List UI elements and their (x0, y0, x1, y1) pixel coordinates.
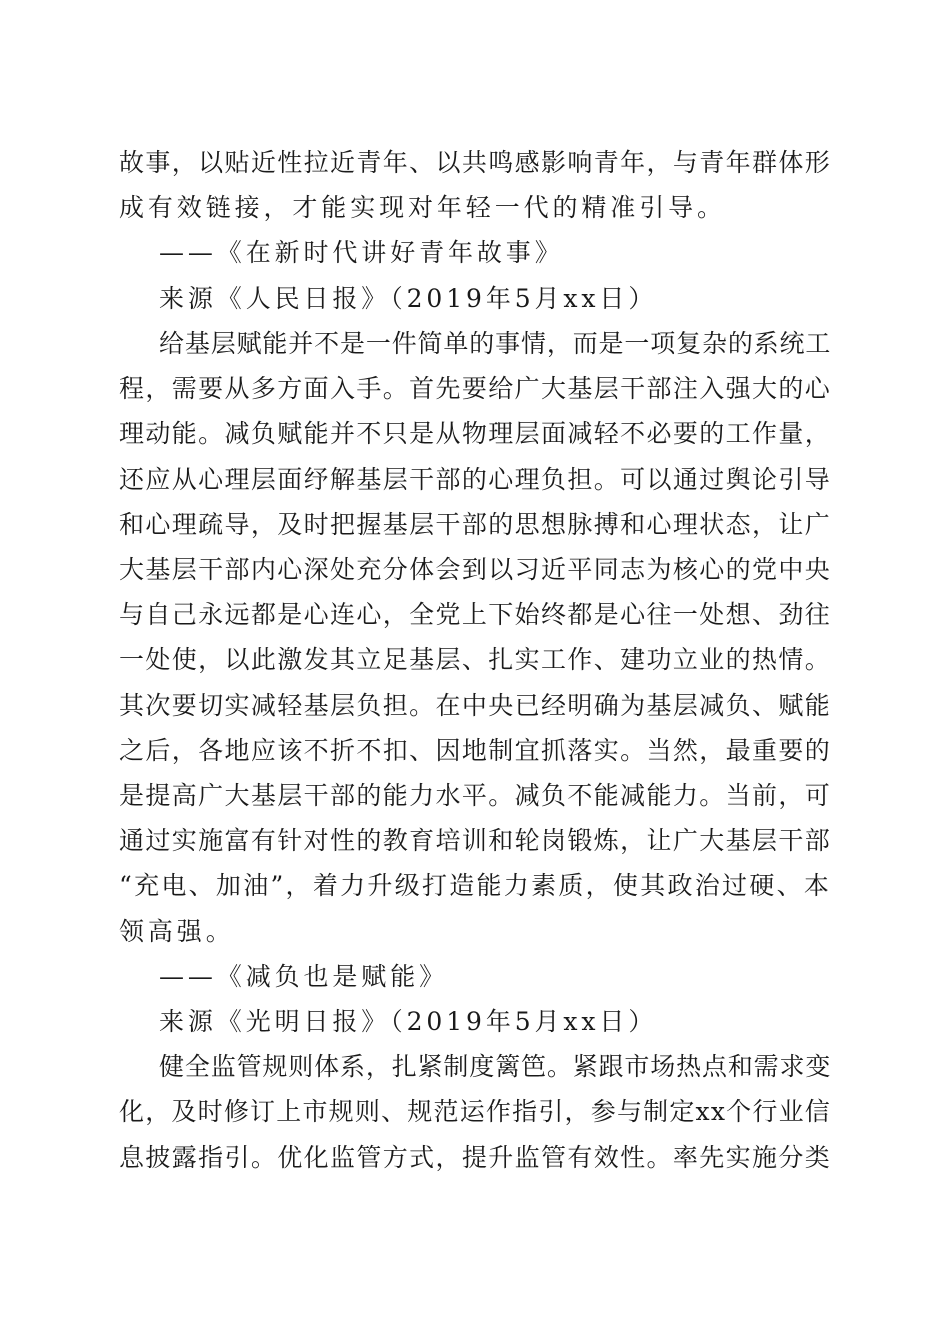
paragraph-line: 与自己永远都是心连心，全党上下始终都是心往一处想、劲往 (119, 600, 831, 629)
paragraph-line: 其次要切实减轻基层负担。在中央已经明确为基层减负、赋能 (119, 691, 831, 720)
paragraph-line: 是提高广大基层干部的能力水平。减负不能减能力。当前，可 (119, 781, 831, 810)
paragraph-line: 成有效链接，才能实现对年轻一代的精准引导。 (119, 193, 726, 222)
paragraph-line: 还应从心理层面纾解基层干部的心理负担。可以通过舆论引导 (119, 465, 831, 494)
paragraph-line: 一处使，以此激发其立足基层、扎实工作、建功立业的热情。 (119, 645, 831, 674)
paragraph-line: 程，需要从多方面入手。首先要给广大基层干部注入强大的心 (119, 374, 831, 403)
article-title: ——《减负也是赋能》 (159, 962, 449, 991)
source-citation: 来源《光明日报》（2019年5月xx日） (159, 1007, 658, 1036)
paragraph-line: “充电、加油”，着力升级打造能力素质，使其政治过硬、本 (119, 871, 831, 900)
paragraph-line: 通过实施富有针对性的教育培训和轮岗锻炼，让广大基层干部 (119, 826, 831, 855)
paragraph-line: 理动能。减负赋能并不只是从物理层面减轻不必要的工作量， (119, 419, 831, 448)
paragraph-line: 和心理疏导，及时把握基层干部的思想脉搏和心理状态，让广 (119, 510, 831, 539)
paragraph-line: 之后，各地应该不折不扣、因地制宜抓落实。当然，最重要的 (119, 736, 831, 765)
source-citation: 来源《人民日报》（2019年5月xx日） (159, 284, 658, 313)
paragraph-line: 化，及时修订上市规则、规范运作指引，参与制定xx个行业信 (119, 1097, 831, 1126)
paragraph-line: 给基层赋能并不是一件简单的事情，而是一项复杂的系统工 (159, 329, 831, 358)
paragraph-line: 领高强。 (119, 917, 235, 946)
paragraph-line: 健全监管规则体系，扎紧制度篱笆。紧跟市场热点和需求变 (159, 1052, 831, 1081)
article-title: ——《在新时代讲好青年故事》 (159, 238, 564, 267)
paragraph-line: 大基层干部内心深处充分体会到以习近平同志为核心的党中央 (119, 555, 831, 584)
paragraph-line: 故事，以贴近性拉近青年、以共鸣感影响青年，与青年群体形 (119, 148, 831, 177)
paragraph-line: 息披露指引。优化监管方式，提升监管有效性。率先实施分类 (119, 1143, 831, 1172)
